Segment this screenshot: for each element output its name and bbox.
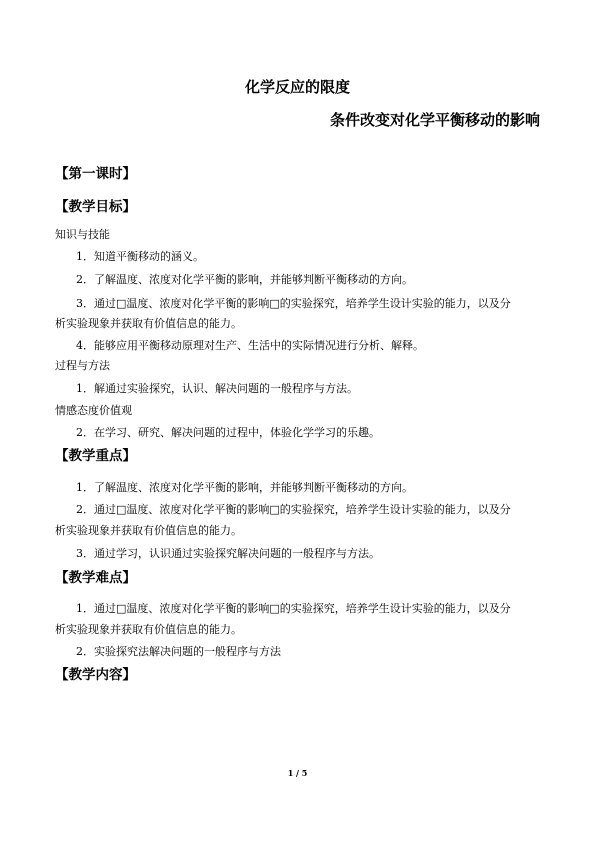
objectives-heading: 【教学目标】 (55, 199, 136, 215)
emotion-label: 情感态度价值观 (55, 404, 132, 417)
key-point-item-continuation: 析实验现象并获取有价值信息的能力。 (55, 524, 242, 537)
difficulties-heading: 【教学难点】 (55, 570, 136, 586)
document-title: 化学反应的限度 (244, 78, 350, 96)
page-number: 1 / 5 (287, 768, 308, 778)
difficulty-item-continuation: 析实验现象并获取有价值信息的能力。 (55, 623, 242, 636)
difficulty-item: 2．实验探究法解决问题的一般程序与方法 (76, 645, 281, 658)
key-point-item: 1．了解温度、浓度对化学平衡的影响，并能够判断平衡移动的方向。 (76, 481, 413, 494)
difficulty-item: 1．通过□温度、浓度对化学平衡的影响□的实验探究，培养学生设计实验的能力，以及分 (76, 602, 511, 615)
process-item: 1．解通过实验探究，认识、解决问题的一般程序与方法。 (76, 382, 358, 395)
lesson-label: 【第一课时】 (55, 166, 136, 182)
emotion-item: 2．在学习、研究、解决问题的过程中，体验化学学习的乐趣。 (76, 426, 380, 439)
key-point-item: 3．通过学习，认识通过实验探究解决问题的一般程序与方法。 (76, 547, 380, 560)
key-point-item: 2．通过□温度、浓度对化学平衡的影响□的实验探究，培养学生设计实验的能力，以及分 (76, 503, 511, 516)
knowledge-item: 4．能够应用平衡移动原理对生产、生活中的实际情况进行分析、解释。 (76, 339, 424, 352)
knowledge-item: 3．通过□温度、浓度对化学平衡的影响□的实验探究，培养学生设计实验的能力，以及分 (76, 297, 511, 310)
content-heading: 【教学内容】 (55, 667, 136, 683)
knowledge-label: 知识与技能 (55, 228, 110, 241)
key-points-heading: 【教学重点】 (55, 448, 136, 464)
knowledge-item-continuation: 析实验现象并获取有价值信息的能力。 (55, 317, 242, 330)
knowledge-item: 2．了解温度、浓度对化学平衡的影响，并能够判断平衡移动的方向。 (76, 273, 413, 286)
document-subtitle: 条件改变对化学平衡移动的影响 (329, 111, 540, 129)
process-label: 过程与方法 (55, 359, 110, 372)
knowledge-item: 1．知道平衡移动的涵义。 (76, 250, 204, 263)
